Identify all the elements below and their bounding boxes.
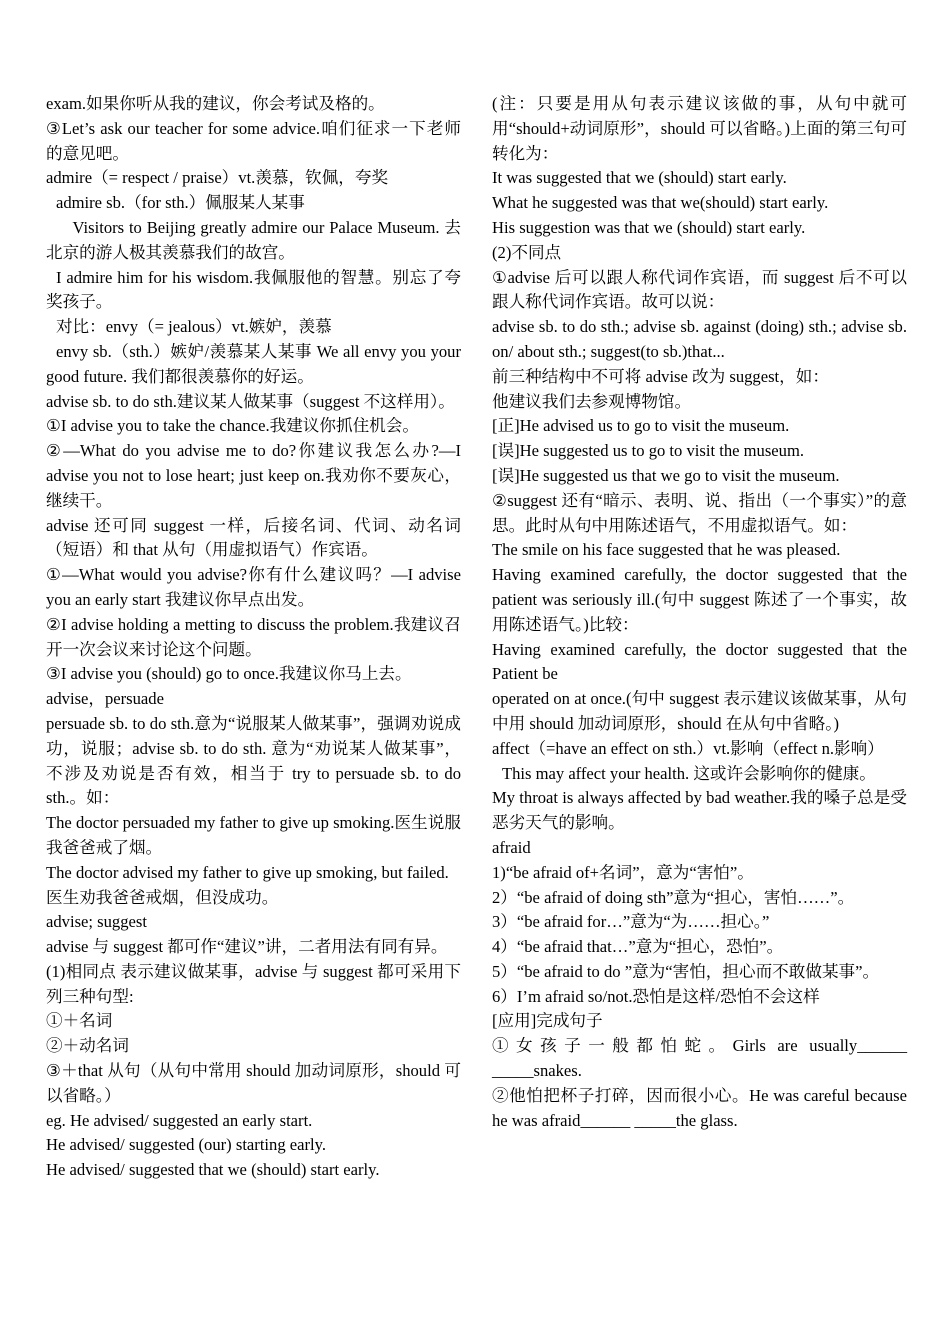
paragraph: advise sb. to do sth.; advise sb. against (doing) sth.; advise sb. on/ about sth.; suggest(to sb.)that... — [492, 317, 907, 361]
paragraph: He advised/ suggested (our) starting early. — [46, 1135, 327, 1155]
paragraph: 4）“be afraid that…”意为“担心，恐怕”。 — [492, 937, 784, 957]
paragraph: It was suggested that we (should) start early. — [492, 168, 787, 188]
paragraph: ②suggest 还有“暗示、表明、说、指出（一个事实）”的意思。此时从句中用陈述语气，不用虚拟语气。如： — [492, 490, 907, 535]
paragraph: [应用]完成句子 — [492, 1011, 603, 1031]
paragraph: ①＋名词 — [46, 1011, 113, 1031]
paragraph: [误]He suggested us to go to visit the museum. — [492, 441, 805, 461]
paragraph: ②＋动名词 — [46, 1036, 129, 1056]
paragraph: I admire him for his wisdom.我佩服他的智慧。别忘了夸奖孩子。 — [46, 267, 461, 312]
paragraph: operated on at once.(句中 suggest 表示建议该做某事，从句中用 should 加动词原形，should 在从句中省略。) — [492, 689, 907, 733]
paragraph: [误]He suggested us that we go to visit the museum. — [492, 465, 840, 485]
paragraph: The smile on his face suggested that he was pleased. — [492, 540, 841, 560]
left-column — [46, 92, 461, 1183]
paragraph: envy sb.（sth.）嫉妒/羡慕某人某事 We all envy you your good future. 我们都很羡慕你的好运。 — [46, 341, 461, 386]
paragraph: advise 还可同 suggest 一样，后接名词、代词、动名词（短语）和 that 从句（用虚拟语气）作宾语。 — [46, 515, 461, 560]
paragraph: 2）“be afraid of doing sth”意为“担心，害怕……”。 — [492, 887, 855, 907]
paragraph: advise，persuade — [46, 689, 164, 709]
paragraph: (注：只要是用从句表示建议该做的事，从句中就可用“should+动词原形”，should 可以省略。)上面的第三句可转化为： — [492, 94, 907, 163]
paragraph: This may affect your health. 这或许会影响你的健康。 — [501, 763, 876, 783]
paragraph: ①—What would you advise?你有什么建议吗？—I advise you an early start 我建议你早点出发。 — [46, 565, 461, 609]
paragraph: ①女孩子一般都怕蛇。Girls are usually______ _____snakes. — [492, 1036, 907, 1081]
paragraph: 6）I’m afraid so/not.恐怕是这样/恐怕不会这样 — [492, 986, 820, 1006]
paragraph: advise sb. to do sth.建议某人做某事（suggest 不这样用）。 — [46, 391, 455, 411]
paragraph: 5）“be afraid to do ”意为“害怕，担心而不敢做某事”。 — [492, 961, 880, 981]
paragraph: Visitors to Beijing greatly admire our Palace Museum. 去北京的游人极其羡慕我们的故宫。 — [46, 217, 461, 262]
paragraph: (2)不同点 — [492, 242, 562, 262]
paragraph: persuade sb. to do sth.意为“说服某人做某事”，强调劝说成功，说服；advise sb. to do sth. 意为“劝说某人做某事”，不涉及劝说是否有效，相当于 try to persuade sb. to do sth.。如： — [46, 713, 461, 808]
paragraph: admire（= respect / praise）vt.羡慕，钦佩，夸奖 — [46, 168, 389, 188]
paragraph: Having examined carefully, the doctor suggested that the patient was seriously ill.(句中 suggest 陈述了一个事实，故用陈述语气。)比较： — [492, 565, 907, 634]
paragraph: What he suggested was that we(should) start early. — [492, 193, 829, 213]
paragraph: advise; suggest — [46, 912, 147, 932]
paragraph: [正]He advised us to go to visit the museum. — [492, 416, 790, 436]
right-column — [492, 92, 907, 1133]
paragraph: ②他怕把杯子打碎，因而很小心。He was careful because he was afraid______ _____the glass. — [492, 1085, 907, 1130]
paragraph: The doctor advised my father to give up smoking, but failed. — [46, 862, 449, 882]
paragraph: 3）“be afraid for…”意为“为……担心。” — [492, 912, 770, 932]
paragraph: The doctor persuaded my father to give up smoking.医生说服我爸爸戒了烟。 — [46, 813, 461, 857]
paragraph: ①advise 后可以跟人称代词作宾语，而 suggest 后不可以跟人称代词作宾语。故可以说： — [492, 267, 907, 312]
paragraph: He advised/ suggested that we (should) start early. — [46, 1160, 380, 1180]
paragraph: ②—What do you advise me to do?你建议我怎么办?—I advise you not to lose heart; just keep on.我劝你不要灰心，继续干。 — [46, 441, 461, 510]
paragraph: eg. He advised/ suggested an early start. — [46, 1110, 313, 1130]
paragraph: 医生劝我爸爸戒烟，但没成功。 — [46, 887, 279, 907]
paragraph: Having examined carefully, the doctor suggested that the Patient be — [492, 639, 907, 684]
paragraph: 前三种结构中不可将 advise 改为 suggest，如： — [492, 366, 829, 386]
paragraph: affect（=have an effect on sth.）vt.影响（effect n.影响） — [492, 738, 884, 758]
paragraph: ③Let’s ask our teacher for some advice.咱们征求一下老师的意见吧。 — [46, 118, 461, 163]
paragraph: ③＋that 从句（从句中常用 should 加动词原形，should 可以省略。） — [46, 1061, 461, 1105]
paragraph: 1)“be afraid of+名词”，意为“害怕”。 — [492, 862, 754, 882]
paragraph: afraid — [492, 837, 531, 857]
paragraph: His suggestion was that we (should) start early. — [492, 217, 806, 237]
paragraph: 他建议我们去参观博物馆。 — [492, 391, 692, 411]
paragraph: ②I advise holding a metting to discuss the problem.我建议召开一次会议来讨论这个问题。 — [46, 614, 461, 659]
paragraph: advise 与 suggest 都可作“建议”讲，二者用法有同有异。 — [46, 937, 448, 957]
paragraph: ③I advise you (should) go to once.我建议你马上去。 — [46, 664, 412, 684]
paragraph: 对比：envy（= jealous）vt.嫉妒，羡慕 — [55, 317, 332, 337]
paragraph: My throat is always affected by bad weather.我的嗓子总是受恶劣天气的影响。 — [492, 788, 907, 833]
paragraph: admire sb.（for sth.）佩服某人某事 — [55, 193, 305, 213]
paragraph: (1)相同点 表示建议做某事，advise 与 suggest 都可采用下列三种句型: — [46, 961, 461, 1006]
paragraph: ①I advise you to take the chance.我建议你抓住机会。 — [46, 416, 419, 436]
paragraph: exam.如果你听从我的建议，你会考试及格的。 — [46, 94, 385, 113]
